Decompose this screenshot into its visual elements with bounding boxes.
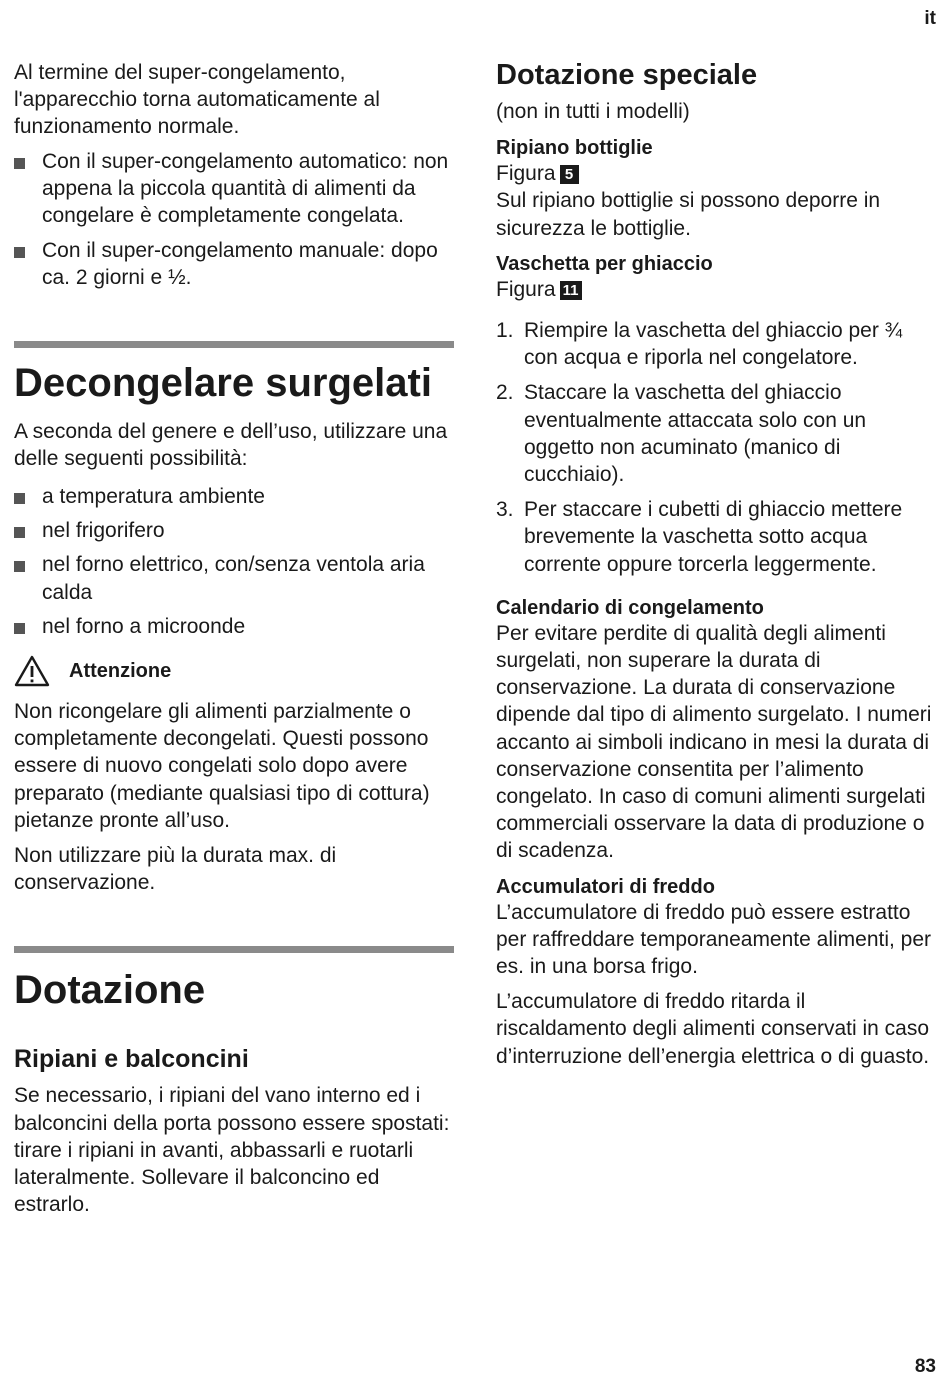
warning-icon <box>14 655 50 687</box>
decongelare-options-list <box>14 483 454 640</box>
figure-ref-11 <box>496 276 936 303</box>
section-divider <box>14 946 454 953</box>
section-title-dotazione-speciale: Dotazione speciale <box>496 59 758 91</box>
right-column <box>496 0 936 1070</box>
heading-ripiano-bottiglie: Ripiano bottiglie <box>496 137 653 160</box>
subsection-title-ripiani: Ripiani e balconcini <box>14 1045 249 1074</box>
step-number: 1. <box>496 319 514 343</box>
figure-label: Figura <box>496 277 556 301</box>
figure-number-icon: 5 <box>560 165 579 184</box>
list-item: nel frigorifero <box>14 517 454 544</box>
step-text: Staccare la vaschetta del ghiaccio eventualmente attaccata solo con un oggetto non acuminato (manico di cucchiaio). <box>524 381 867 487</box>
section-divider <box>14 341 454 348</box>
step-number: 3. <box>496 498 514 522</box>
accumulatori-text-2: L’accumulatore di freddo ritarda il riscaldamento degli alimenti conservati in caso d’interruzione dell’energia elettrica o di guasto. <box>496 990 930 1068</box>
warning-heading <box>14 655 454 687</box>
models-note: (non in tutti i modelli) <box>496 100 690 123</box>
heading-vaschetta-ghiaccio: Vaschetta per ghiaccio <box>496 252 713 275</box>
ripiano-text: Sul ripiano bottiglie si possono deporre in sicurezza le bottiglie. <box>496 189 881 240</box>
list-item <box>496 317 936 371</box>
warning-note: Non utilizzare più la durata max. di conservazione. <box>14 844 337 895</box>
language-label: it <box>924 8 936 29</box>
accumulatori-text-1: L’accumulatore di freddo può essere estratto per raffreddare temporaneamente alimenti, per es. in una borsa frigo. <box>496 900 932 979</box>
vaschetta-steps-list <box>496 317 936 578</box>
warning-text: Non ricongelare gli alimenti parzialmente o completamente decongelati. Questi possono essere di nuovo congelati solo dopo avere preparato (mediante qualsiasi tipo di cottura) pietanze pronte all’uso. <box>14 700 430 832</box>
heading-accumulatori: Accumulatori di freddo <box>496 875 715 898</box>
left-column <box>14 0 454 1218</box>
figure-label: Figura <box>496 162 556 186</box>
ripiani-text: Se necessario, i ripiani del vano interno ed i balconcini della porta possono essere spostati: tirare i ripiani in avanti, abbassarli e ruotarli lateralmente. Sollevare il balconcino ed estrarlo. <box>14 1084 450 1217</box>
list-item: Con il super-congelamento automatico: non appena la piccola quantità di alimenti da congelare è completamente congelata. <box>14 148 454 230</box>
list-item: nel forno a microonde <box>14 613 454 640</box>
step-number: 2. <box>496 381 514 405</box>
figure-ref-5 <box>496 160 936 187</box>
list-item <box>496 379 936 488</box>
intro-paragraph: Al termine del super-congelamento, l'apparecchio torna automaticamente al funzionamento normale. <box>14 61 380 139</box>
page-number: 83 <box>914 1356 936 1377</box>
step-text: Per staccare i cubetti di ghiaccio mettere brevemente la vaschetta sotto acqua corrente oppure torcerla leggermente. <box>524 498 903 576</box>
section-title-decongelare: Decongelare surgelati <box>14 360 432 405</box>
list-item: Con il super-congelamento manuale: dopo ca. 2 giorni e ½. <box>14 237 454 291</box>
section-title-dotazione: Dotazione <box>14 968 206 1013</box>
heading-calendario: Calendario di congelamento <box>496 596 764 619</box>
step-text: Riempire la vaschetta del ghiaccio per ¾ con acqua e riporla nel congelatore. <box>524 319 903 370</box>
decongelare-intro: A seconda del genere e dell’uso, utilizzare una delle seguenti possibilità: <box>14 419 448 470</box>
list-item: nel forno elettrico, con/senza ventola aria calda <box>14 551 454 605</box>
warning-label: Attenzione <box>69 660 172 683</box>
list-item: a temperatura ambiente <box>14 483 454 510</box>
calendario-text: Per evitare perdite di qualità degli alimenti surgelati, non superare la durata di conservazione. La durata di conservazione dipende dal tipo di alimento surgelato. I numeri accanto ai simboli indicano in mesi la durata di conservazione consentita per l’alimento congelato. In caso di comuni alimenti surgelati commerciali osservare la data di produzione o di scadenza. <box>496 621 932 863</box>
figure-number-icon: 11 <box>560 281 582 300</box>
list-item <box>496 496 936 578</box>
intro-bullet-list <box>14 148 454 292</box>
